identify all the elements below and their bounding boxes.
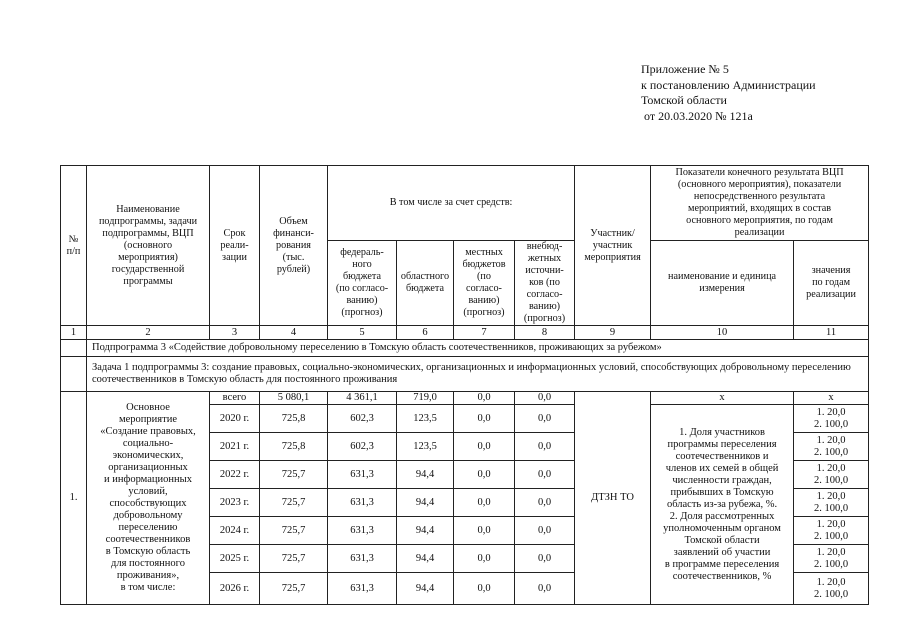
year-volume: 725,8: [260, 433, 328, 461]
year-result-values: 1. 20,0 2. 100,0: [794, 405, 869, 433]
column-numbers-row: [61, 326, 869, 340]
activity-participant: ДТЗН ТО: [575, 392, 651, 605]
header-row-1: [61, 166, 869, 241]
appendix-region: Томской области: [641, 93, 727, 107]
year-local: 0,0: [454, 573, 515, 605]
year-regional: 94,4: [397, 517, 454, 545]
year-extra: 0,0: [515, 545, 575, 573]
year-term: 2025 г.: [210, 545, 260, 573]
total-indicator-name: х: [651, 392, 794, 405]
year-regional: 94,4: [397, 573, 454, 605]
total-volume: 5 080,1: [260, 392, 328, 405]
year-volume: 725,7: [260, 573, 328, 605]
year-extra: 0,0: [515, 461, 575, 489]
year-local: 0,0: [454, 489, 515, 517]
header-regional: областного бюджета: [397, 241, 454, 326]
year-result-values: 1. 20,0 2. 100,0: [794, 573, 869, 605]
year-term: 2022 г.: [210, 461, 260, 489]
header-indicator-name: наименование и единица измерения: [651, 241, 794, 326]
column-number: 4: [260, 326, 328, 340]
year-regional: 123,5: [397, 433, 454, 461]
header-federal: федераль- ного бюджета (по согласо- ванию) (прогноз): [328, 241, 397, 326]
total-federal: 4 361,1: [328, 392, 397, 405]
program-table: [60, 165, 869, 605]
total-term: всего: [210, 392, 260, 405]
year-extra: 0,0: [515, 573, 575, 605]
activity-indicators: 1. Доля участников программы переселения соотечественников и членов их семей в общей численности граждан, прибывших в Томскую область из-за рубежа, %. 2. Доля рассмотренных уполномоченным органом Томской области заявлений об участии в программе переселения соотечественников, %: [651, 405, 794, 605]
year-term: 2023 г.: [210, 489, 260, 517]
task-row: [61, 357, 869, 392]
task-title: Задача 1 подпрограммы 3: создание правовых, социально-экономических, организационных и информационных условий, способствующих добровольному переселению соотечественников в Томскую область для постоянного проживания: [87, 357, 869, 392]
column-number: 11: [794, 326, 869, 340]
appendix-resolution: к постановлению Администрации: [641, 77, 816, 92]
total-local: 0,0: [454, 392, 515, 405]
year-result-values: 1. 20,0 2. 100,0: [794, 517, 869, 545]
column-number: 6: [397, 326, 454, 340]
year-federal: 602,3: [328, 433, 397, 461]
year-term: 2026 г.: [210, 573, 260, 605]
header-volume: Объем финанси- рования (тыс. рублей): [260, 166, 328, 326]
year-extra: 0,0: [515, 405, 575, 433]
year-term: 2020 г.: [210, 405, 260, 433]
header-indicator-values: значения по годам реализации: [794, 241, 869, 326]
year-result-values: 1. 20,0 2. 100,0: [794, 461, 869, 489]
total-indicator-values: х: [794, 392, 869, 405]
year-volume: 725,8: [260, 405, 328, 433]
year-local: 0,0: [454, 433, 515, 461]
year-regional: 94,4: [397, 489, 454, 517]
column-number: 3: [210, 326, 260, 340]
column-number: 7: [454, 326, 515, 340]
total-extra: 0,0: [515, 392, 575, 405]
year-term: 2021 г.: [210, 433, 260, 461]
activity-total-row: [61, 392, 869, 405]
appendix-date: от 20.03.2020 № 121а: [641, 108, 753, 123]
year-result-values: 1. 20,0 2. 100,0: [794, 433, 869, 461]
header-num: № п/п: [61, 166, 87, 326]
subprogram-row: [61, 340, 869, 357]
column-number: 5: [328, 326, 397, 340]
activity-number: 1.: [61, 392, 87, 605]
year-federal: 631,3: [328, 545, 397, 573]
column-number: 8: [515, 326, 575, 340]
year-volume: 725,7: [260, 489, 328, 517]
header-term: Срок реали- зации: [210, 166, 260, 326]
header-participant: Участник/ участник мероприятия: [575, 166, 651, 326]
year-federal: 631,3: [328, 489, 397, 517]
year-volume: 725,7: [260, 461, 328, 489]
year-regional: 94,4: [397, 545, 454, 573]
subprogram-title: Подпрограмма 3 «Содействие добровольному переселению в Томскую область соотечественников, проживающих за рубежом»: [87, 340, 869, 357]
header-name: Наименование подпрограммы, задачи подпрограммы, ВЦП (основного мероприятия) государственной программы: [87, 166, 210, 326]
subprogram-num-cell: [61, 340, 87, 357]
column-number: 1: [61, 326, 87, 340]
column-number: 10: [651, 326, 794, 340]
year-federal: 631,3: [328, 517, 397, 545]
year-local: 0,0: [454, 517, 515, 545]
year-federal: 631,3: [328, 573, 397, 605]
header-including: В том числе за счет средств:: [328, 166, 575, 241]
year-volume: 725,7: [260, 517, 328, 545]
column-number: 2: [87, 326, 210, 340]
year-extra: 0,0: [515, 517, 575, 545]
appendix-header: [641, 62, 816, 124]
year-regional: 94,4: [397, 461, 454, 489]
year-regional: 123,5: [397, 405, 454, 433]
total-regional: 719,0: [397, 392, 454, 405]
year-local: 0,0: [454, 545, 515, 573]
year-extra: 0,0: [515, 433, 575, 461]
header-indicators: Показатели конечного результата ВЦП (основного мероприятия), показатели непосредственного результата мероприятий, входящих в состав основного мероприятия, по годам реализации: [651, 166, 869, 241]
year-extra: 0,0: [515, 489, 575, 517]
header-extrabudget: внебюд- жетных источни- ков (по согласо- ванию) (прогноз): [515, 241, 575, 326]
year-federal: 602,3: [328, 405, 397, 433]
year-result-values: 1. 20,0 2. 100,0: [794, 545, 869, 573]
year-local: 0,0: [454, 405, 515, 433]
header-local: местных бюджетов (по согласо- ванию) (прогноз): [454, 241, 515, 326]
year-term: 2024 г.: [210, 517, 260, 545]
year-volume: 725,7: [260, 545, 328, 573]
year-federal: 631,3: [328, 461, 397, 489]
task-num-cell: [61, 357, 87, 392]
activity-name: Основное мероприятие «Создание правовых, социально- экономических, организационных и информационных условий, способствующих добровольному переселению соотечественников в Томскую область для постоянного проживания», в том числе:: [87, 392, 210, 605]
appendix-title: Приложение № 5: [641, 62, 729, 76]
year-result-values: 1. 20,0 2. 100,0: [794, 489, 869, 517]
column-number: 9: [575, 326, 651, 340]
year-local: 0,0: [454, 461, 515, 489]
